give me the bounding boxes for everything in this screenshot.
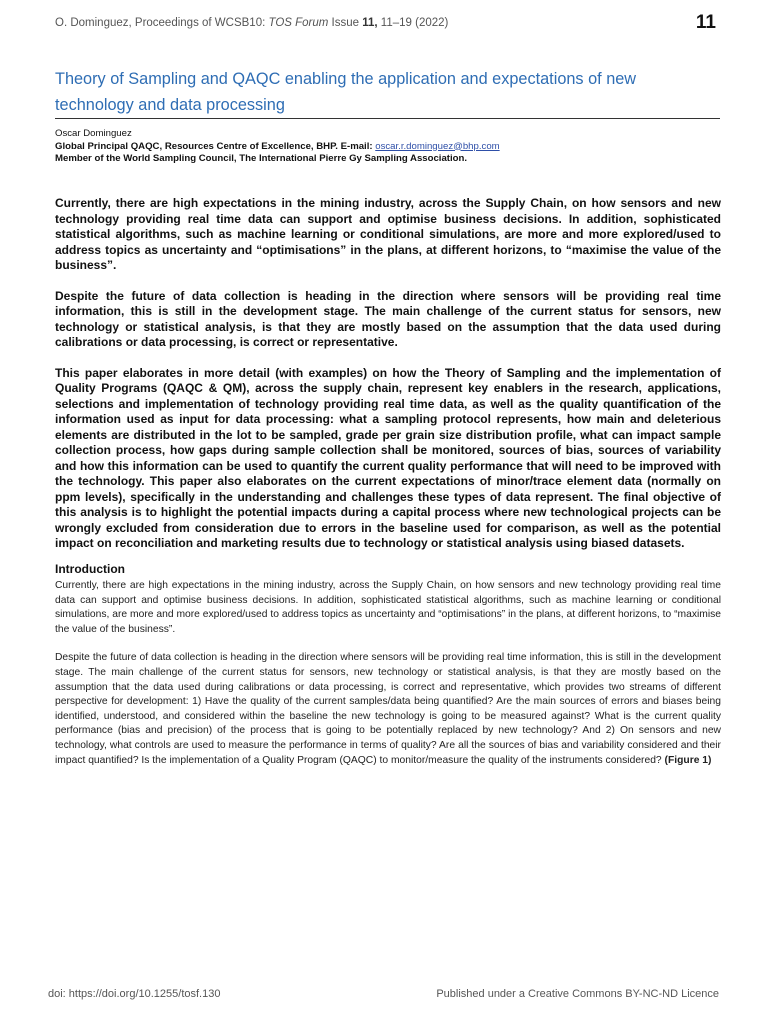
- issue-label: Issue: [328, 17, 363, 29]
- licence-footer: Published under a Creative Commons BY-NC-ND Licence: [436, 988, 719, 1000]
- author-affiliation: [55, 141, 720, 154]
- citation-prefix: O. Dominguez, Proceedings of WCSB10:: [55, 17, 269, 29]
- doi-footer[interactable]: doi: https://doi.org/10.1255/tosf.130: [48, 988, 221, 1000]
- author-name: Oscar Dominguez: [55, 128, 132, 139]
- running-head: [55, 17, 448, 29]
- paper-title: Theory of Sampling and QAQC enabling the application and expectations of new technology and data processing: [55, 70, 637, 114]
- abstract: [55, 196, 721, 567]
- title-divider: [55, 118, 720, 119]
- figure-reference[interactable]: (Figure 1): [664, 754, 712, 766]
- author-block: [55, 128, 720, 166]
- author-membership: Member of the World Sampling Council, The International Pierre Gy Sampling Association.: [55, 153, 468, 164]
- introduction-paragraph: Currently, there are high expectations in the mining industry, across the Supply Chain, on how sensors and new technology providing real time data can support and optimise business decisions. In addition, sophisticated statistical algorithms, such as machine learning or conditional simulations, are more and more explored/used to address topics as uncertainty and “optimisations” in the plans, at different horizons, to “maximise the value of the business”.: [55, 580, 721, 635]
- introduction-paragraph-2: [55, 651, 721, 768]
- page-range: 11–19 (2022): [377, 17, 449, 29]
- introduction-paragraph-text: Despite the future of data collection is heading in the direction where sensors will be providing real time information, this is still in the development stage. The main challenge of the current status for sensors, new technology or statistical analysis, is that they are mostly based on the assumption that the data used during calibrations or data processing, is correct and representative, which provides two streams of different perspective for development: 1) Have the quality of the current samples/data being quantified? Are the main sources of errors and biases being identified, understood, and considered within the baseline the new technology is going to be measured against? What is the current quality performance (bias and precision) of the process that is going to be potentially replaced by new technology? And 2) On sensors and new technology, what controls are used to measure the performance in terms of quality? Are all the sources of bias and variability considered and their impact quantified? Is the implementation of a Quality Program (QAQC) to monitor/measure the quality of the instruments considered?: [55, 652, 721, 766]
- introduction-section: [55, 562, 721, 782]
- issue-number: 11,: [362, 17, 378, 29]
- introduction-heading: Introduction: [55, 562, 125, 576]
- affiliation-text: Global Principal QAQC, Resources Centre of Excellence, BHP. E-mail:: [55, 140, 376, 152]
- abstract-paragraph: Despite the future of data collection is heading in the direction where sensors will be providing real time information, this is still in the development stage. The main challenge of the current status for sensors, new technology or statistical analysis, is that they are mostly based on the assumption that the data used during calibrations or data processing, is correct or representative.: [55, 288, 721, 349]
- abstract-paragraph: This paper elaborates in more detail (with examples) on how the Theory of Sampling and the implementation of Quality Programs (QAQC & QM), across the supply chain, represent key enablers in the research, applications, selections and implementation of technology providing real time data, as well as the quality quantification of the information used as input for data processing: what a sampling protocol represents, how main and deleterious elements are distributed in the lot to be sampled, grade per grain size distribution profile, what can impact sample collection process, how gaps during sample collection shall be monitored, sources of bias, sources of variability and how this information can be used to quantify the current quality performance that will need to be improved with the technology. This paper also elaborates on the current expectations of minor/trace element data (normally on ppm levels), specifically in the understanding and challenges these types of data represent. The final objective of this analysis is to highlight the potential impacts during a capital process where new technological projects can be wrongly excluded from consideration due to errors in the baseline used for comparison, as well as the potential impact on reconciliation and marketing results due to technology or statistical analysis using biased datasets.: [55, 365, 721, 550]
- author-email-link[interactable]: oscar.r.dominguez@bhp.com: [375, 140, 500, 152]
- journal-name: TOS Forum: [268, 17, 329, 29]
- abstract-paragraph: Currently, there are high expectations in the mining industry, across the Supply Chain, on how sensors and new technology providing real time data can support and optimise business decisions. In addition, sophisticated statistical algorithms, such as machine learning or conditional simulations, are more and more explored/used to address topics as uncertainty and “optimisations” in the plans, at different horizons, to “maximise the value of the business”.: [55, 196, 721, 272]
- page-number: 11: [695, 12, 716, 33]
